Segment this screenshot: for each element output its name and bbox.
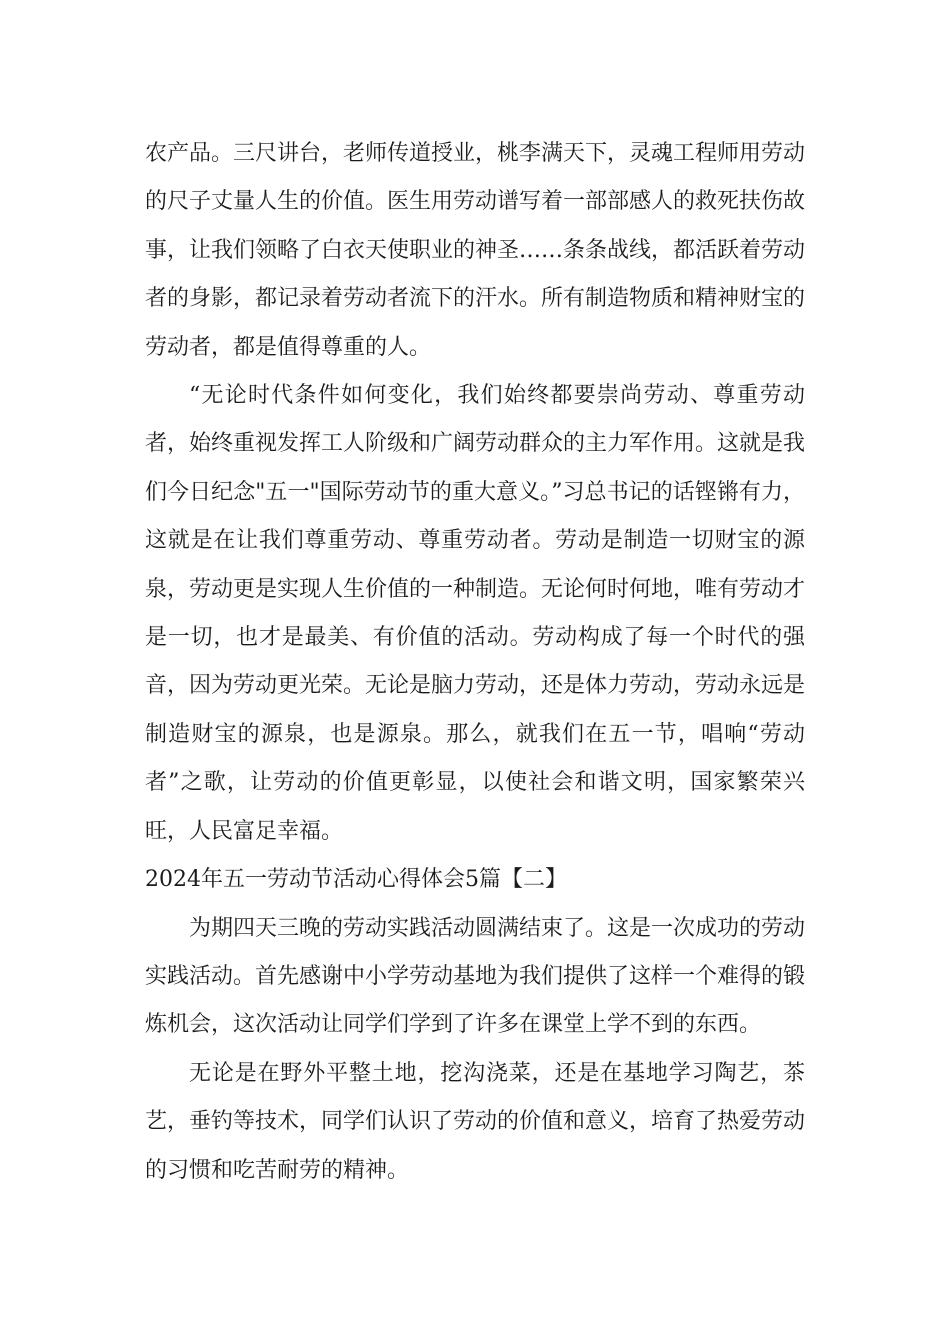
section-heading: 2024年五一劳动节活动心得体会5篇【二】 — [145, 867, 567, 893]
paragraph-2: “无论时代条件如何变化，我们始终都要崇尚劳动、尊重劳动者，始终重视发挥工人阶级和广阔劳动群众的主力军作用。这就是我们今日纪念"五一"国际劳动节的重大意义。”习总书记的话铿锵有力，这就是在让我们尊重劳动、尊重劳动者。劳动是制造一切财宝的源泉，劳动更是实现人生价值的一种制造。无论何时何地，唯有劳动才是一切，也才是最美、有价值的活动。劳动构成了每一个时代的强音，因为劳动更光荣。无论是脑力劳动，还是体力劳动，劳动永远是制造财宝的源泉，也是源泉。那么，就我们在五一节，唱响“劳动者”之歌，让劳动的价值更彰显，以使社会和谐文明，国家繁荣兴旺，人民富足幸福。 — [145, 383, 806, 844]
document-body — [145, 130, 805, 1195]
paragraph-4: 无论是在野外平整土地，挖沟浇菜，还是在基地学习陶艺，茶艺，垂钓等技术，同学们认识了劳动的价值和意义，培育了热爱劳动的习惯和吃苦耐劳的精神。 — [145, 1060, 806, 1183]
paragraph-3: 为期四天三晚的劳动实践活动圆满结束了。这是一次成功的劳动实践活动。首先感谢中小学劳动基地为我们提供了这样一个难得的锻炼机会，这次活动让同学们学到了许多在课堂上学不到的东西。 — [145, 915, 806, 1038]
paragraph-1: 农产品。三尺讲台，老师传道授业，桃李满天下，灵魂工程师用劳动的尺子丈量人生的价值。医生用劳动谱写着一部部感人的救死扶伤故事，让我们领略了白衣天使职业的神圣……条条战线，都活跃着劳动者的身影，都记录着劳动者流下的汗水。所有制造物质和精神财宝的劳动者，都是值得尊重的人。 — [145, 141, 806, 360]
